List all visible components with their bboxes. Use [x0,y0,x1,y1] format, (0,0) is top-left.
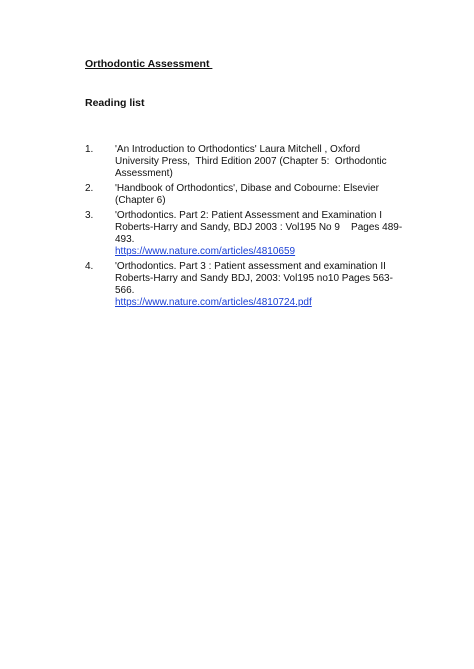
item-citation [115,210,405,258]
item-number: 1. [85,144,94,155]
document-title: Orthodontic Assessment [85,58,213,70]
citation-line: (Chapter 6) [115,195,166,206]
reading-list-item [85,183,405,207]
citation-line: Roberts-Harry and Sandy BDJ, 2003: Vol195 no10 Pages 563-566. [115,273,393,296]
citation-line: 'Orthodontics. Part 2: Patient Assessment and Examination I [115,210,383,221]
reading-list [85,144,405,312]
item-citation [115,144,405,180]
citation-line: Assessment) [115,168,173,179]
citation-line: University Press, Third Edition 2007 (Chapter 5: Orthodontic [115,156,387,167]
citation-line: 'Orthodontics. Part 3 : Patient assessment and examination II [115,261,386,272]
reading-list-heading: Reading list [85,97,145,109]
citation-line: 'Handbook of Orthodontics', Dibase and Cobourne: Elsevier [115,183,379,194]
item-citation [115,261,405,309]
item-citation [115,183,405,207]
article-link[interactable]: https://www.nature.com/articles/4810724.pdf [115,297,312,308]
item-number: 4. [85,261,94,272]
reading-list-item [85,210,405,258]
item-number: 2. [85,183,94,194]
article-link[interactable]: https://www.nature.com/articles/4810659 [115,246,296,257]
citation-line: Roberts-Harry and Sandy, BDJ 2003 : Vol195 No 9 Pages 489-493. [115,222,403,245]
item-number: 3. [85,210,94,221]
citation-line: 'An Introduction to Orthodontics' Laura Mitchell , Oxford [115,144,361,155]
reading-list-item [85,261,405,309]
reading-list-item [85,144,405,180]
